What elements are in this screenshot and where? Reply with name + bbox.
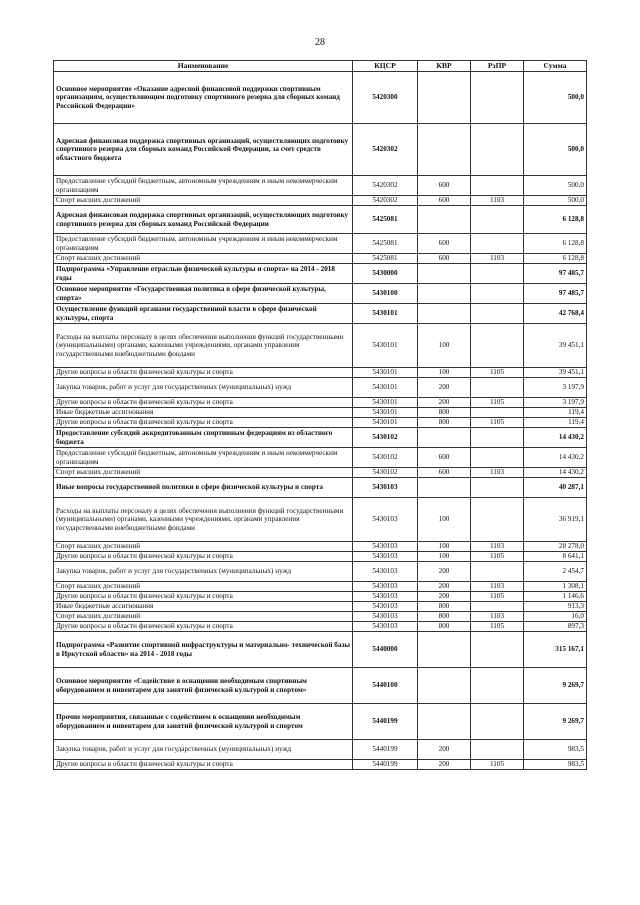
cell-kvr: 100 (418, 552, 471, 562)
cell-kvr: 200 (418, 398, 471, 408)
cell-kcsr: 5425081 (353, 206, 418, 234)
cell-sum: 500,0 (524, 176, 587, 196)
cell-name: Иные бюджетные ассигнования (54, 602, 353, 612)
table-row (54, 542, 587, 552)
cell-kvr: 100 (418, 542, 471, 552)
cell-kcsr: 5430102 (353, 448, 418, 468)
cell-kcsr: 5430103 (353, 542, 418, 552)
cell-rzpr: 1103 (471, 254, 524, 264)
cell-kvr (418, 304, 471, 324)
cell-name: Прочие мероприятия, связанные с содействием в оснащении необходимым оборудованием и инвентарем для занятий физической культурой и спортом (54, 704, 353, 740)
cell-name: Предоставление субсидий бюджетным, автономным учреждениям и иным некоммерческим организациям (54, 448, 353, 468)
cell-sum: 14 430,2 (524, 448, 587, 468)
cell-sum: 3 197,9 (524, 398, 587, 408)
cell-name: Закупка товаров, работ и услуг для государственных (муниципальных) нужд (54, 562, 353, 582)
table-row (54, 284, 587, 304)
table-row (54, 582, 587, 592)
table-row (54, 324, 587, 368)
table-row (54, 264, 587, 284)
cell-rzpr (471, 304, 524, 324)
table-body (54, 72, 587, 770)
cell-sum: 1 308,1 (524, 582, 587, 592)
cell-rzpr: 1105 (471, 622, 524, 632)
cell-kvr: 600 (418, 196, 471, 206)
cell-rzpr (471, 602, 524, 612)
cell-kcsr: 5430101 (353, 378, 418, 398)
cell-rzpr (471, 284, 524, 304)
cell-rzpr (471, 478, 524, 498)
cell-kcsr: 5425081 (353, 234, 418, 254)
table-row (54, 704, 587, 740)
cell-kvr (418, 284, 471, 304)
cell-kcsr: 5430103 (353, 562, 418, 582)
cell-sum: 14 430,2 (524, 428, 587, 448)
header-kcsr: КЦСР (353, 61, 418, 72)
cell-kcsr: 5425081 (353, 254, 418, 264)
table-row (54, 498, 587, 542)
table-row (54, 124, 587, 176)
cell-kcsr: 5430101 (353, 304, 418, 324)
cell-name: Расходы на выплаты персоналу в целях обеспечения выполнения функций государственными (муниципальными) органами, казенными учреждениями, органами управления государственными внебюджетными фондами (54, 498, 353, 542)
cell-name: Другие вопросы в области физической культуры и спорта (54, 398, 353, 408)
cell-name: Иные вопросы государственной политики в сфере физической культуры и спорта (54, 478, 353, 498)
cell-rzpr: 1103 (471, 582, 524, 592)
cell-name: Спорт высших достижений (54, 468, 353, 478)
cell-name: Другие вопросы в области физической культуры и спорта (54, 418, 353, 428)
cell-rzpr: 1105 (471, 552, 524, 562)
cell-sum: 6 128,8 (524, 234, 587, 254)
cell-sum: 983,5 (524, 760, 587, 770)
cell-kcsr: 5430103 (353, 478, 418, 498)
cell-rzpr: 1103 (471, 612, 524, 622)
cell-kvr: 600 (418, 176, 471, 196)
cell-sum: 40 287,1 (524, 478, 587, 498)
cell-rzpr (471, 264, 524, 284)
cell-rzpr (471, 562, 524, 582)
cell-sum: 14 430,2 (524, 468, 587, 478)
cell-rzpr (471, 704, 524, 740)
cell-kcsr: 5440199 (353, 704, 418, 740)
cell-sum: 9 269,7 (524, 668, 587, 704)
cell-sum: 97 485,7 (524, 284, 587, 304)
cell-kvr (418, 478, 471, 498)
cell-name: Спорт высших достижений (54, 582, 353, 592)
table-row (54, 206, 587, 234)
cell-kvr: 200 (418, 592, 471, 602)
table-row (54, 234, 587, 254)
table-row (54, 72, 587, 124)
header-sum: Сумма (524, 61, 587, 72)
cell-kvr: 800 (418, 602, 471, 612)
cell-sum: 315 167,1 (524, 632, 587, 668)
cell-sum: 6 128,8 (524, 206, 587, 234)
cell-kcsr: 5430103 (353, 552, 418, 562)
cell-name: Спорт высших достижений (54, 254, 353, 264)
table-row (54, 368, 587, 378)
cell-kvr: 100 (418, 324, 471, 368)
table-row (54, 478, 587, 498)
cell-kcsr: 5430101 (353, 324, 418, 368)
cell-sum: 1 146,6 (524, 592, 587, 602)
cell-rzpr (471, 428, 524, 448)
cell-kcsr: 5430000 (353, 264, 418, 284)
cell-rzpr (471, 176, 524, 196)
cell-rzpr (471, 632, 524, 668)
table-row (54, 398, 587, 408)
cell-name: Закупка товаров, работ и услуг для государственных (муниципальных) нужд (54, 378, 353, 398)
cell-kcsr: 5440100 (353, 668, 418, 704)
cell-sum: 16,0 (524, 612, 587, 622)
cell-name: Подпрограмма «Развитие спортивной инфраструктуры и материально- технической базы в Иркутской области» на 2014 - 2018 годы (54, 632, 353, 668)
table-row (54, 196, 587, 206)
cell-name: Расходы на выплаты персоналу в целях обеспечения выполнения функций государственными (муниципальными) органами, казенными учреждениями, органами управления государственными внебюджетными фондами (54, 324, 353, 368)
cell-sum: 36 919,1 (524, 498, 587, 542)
cell-name: Другие вопросы в области физической культуры и спорта (54, 622, 353, 632)
cell-name: Закупка товаров, работ и услуг для государственных (муниципальных) нужд (54, 740, 353, 760)
table-row (54, 612, 587, 622)
cell-kcsr: 5430102 (353, 428, 418, 448)
cell-kcsr: 5430100 (353, 284, 418, 304)
page-number: 28 (315, 37, 325, 48)
table-row (54, 552, 587, 562)
cell-kvr (418, 206, 471, 234)
cell-rzpr (471, 740, 524, 760)
cell-kvr: 100 (418, 368, 471, 378)
table-row (54, 418, 587, 428)
cell-kcsr: 5430101 (353, 418, 418, 428)
cell-sum: 119,4 (524, 418, 587, 428)
cell-sum: 9 269,7 (524, 704, 587, 740)
cell-sum: 8 641,1 (524, 552, 587, 562)
cell-name: Основное мероприятие «Государственная политика в сфере физической культуры, спорта» (54, 284, 353, 304)
cell-name: Адресная финансовая поддержка спортивных организаций, осуществляющих подготовку спортивного резерва для сборных команд Российской Федерации, за счет средств областного бюджета (54, 124, 353, 176)
cell-kcsr: 5430103 (353, 592, 418, 602)
cell-name: Осуществление функций органами государственной власти в сфере физической культуры, спорта (54, 304, 353, 324)
cell-kcsr: 5420302 (353, 196, 418, 206)
cell-kcsr: 5440000 (353, 632, 418, 668)
cell-name: Другие вопросы в области физической культуры и спорта (54, 552, 353, 562)
cell-kcsr: 5430101 (353, 408, 418, 418)
cell-kcsr: 5430103 (353, 582, 418, 592)
cell-sum: 500,0 (524, 196, 587, 206)
cell-sum: 500,0 (524, 124, 587, 176)
cell-rzpr: 1105 (471, 398, 524, 408)
cell-rzpr (471, 124, 524, 176)
cell-kvr (418, 124, 471, 176)
cell-kcsr: 5430103 (353, 602, 418, 612)
cell-kcsr: 5430103 (353, 622, 418, 632)
cell-sum: 42 768,4 (524, 304, 587, 324)
cell-kvr (418, 428, 471, 448)
table-row (54, 632, 587, 668)
table-row (54, 760, 587, 770)
cell-rzpr: 1103 (471, 196, 524, 206)
cell-rzpr: 1105 (471, 760, 524, 770)
cell-kcsr: 5420302 (353, 124, 418, 176)
cell-name: Предоставление субсидий аккредитованным спортивным федерациям из областного бюджета (54, 428, 353, 448)
table-row (54, 428, 587, 448)
cell-sum: 913,3 (524, 602, 587, 612)
cell-rzpr (471, 498, 524, 542)
cell-kvr (418, 72, 471, 124)
cell-kvr: 200 (418, 562, 471, 582)
cell-name: Основное мероприятие «Оказание адресной финансовой поддержки спортивным организациям, осуществляющим подготовку спортивного резерва для сборных команд Российской Федерации» (54, 72, 353, 124)
cell-kcsr: 5420302 (353, 176, 418, 196)
cell-kvr (418, 264, 471, 284)
header-rzpr: РзПР (471, 61, 524, 72)
cell-name: Предоставление субсидий бюджетным, автономным учреждениям и иным некоммерческим организациям (54, 234, 353, 254)
cell-name: Подпрограмма «Управление отраслью физической культуры и спорта» на 2014 - 2018 годы (54, 264, 353, 284)
cell-kvr: 200 (418, 760, 471, 770)
cell-kvr: 800 (418, 408, 471, 418)
budget-table (53, 60, 587, 770)
cell-kcsr: 5430101 (353, 368, 418, 378)
cell-name: Другие вопросы в области физической культуры и спорта (54, 368, 353, 378)
cell-kvr: 600 (418, 254, 471, 264)
cell-kcsr: 5430103 (353, 498, 418, 542)
table-row (54, 562, 587, 582)
cell-kvr: 600 (418, 448, 471, 468)
cell-sum: 6 128,8 (524, 254, 587, 264)
table-row (54, 408, 587, 418)
table-row (54, 740, 587, 760)
table-row (54, 304, 587, 324)
cell-rzpr (471, 408, 524, 418)
table-row (54, 592, 587, 602)
cell-kvr: 800 (418, 622, 471, 632)
cell-kvr (418, 632, 471, 668)
header-name: Наименование (54, 61, 353, 72)
cell-rzpr (471, 72, 524, 124)
cell-rzpr (471, 206, 524, 234)
cell-sum: 28 278,0 (524, 542, 587, 552)
cell-rzpr (471, 324, 524, 368)
table-row (54, 448, 587, 468)
cell-name: Другие вопросы в области физической культуры и спорта (54, 760, 353, 770)
cell-kcsr: 5440199 (353, 740, 418, 760)
table-row (54, 176, 587, 196)
cell-kvr: 200 (418, 378, 471, 398)
cell-rzpr (471, 378, 524, 398)
cell-rzpr (471, 234, 524, 254)
cell-name: Основное мероприятие «Содействие в оснащении необходимым спортивным оборудованием и инвентарем для занятий физической культурой и спортом» (54, 668, 353, 704)
cell-kvr: 800 (418, 612, 471, 622)
cell-sum: 97 485,7 (524, 264, 587, 284)
cell-rzpr (471, 448, 524, 468)
cell-rzpr: 1105 (471, 418, 524, 428)
cell-rzpr: 1103 (471, 542, 524, 552)
table-row (54, 622, 587, 632)
cell-kvr: 200 (418, 582, 471, 592)
cell-rzpr (471, 668, 524, 704)
cell-kvr: 100 (418, 498, 471, 542)
cell-rzpr: 1105 (471, 592, 524, 602)
table-row (54, 602, 587, 612)
cell-kvr (418, 704, 471, 740)
cell-kvr: 800 (418, 418, 471, 428)
cell-rzpr: 1105 (471, 368, 524, 378)
cell-name: Спорт высших достижений (54, 196, 353, 206)
header-kvr: КВР (418, 61, 471, 72)
cell-sum: 39 451,1 (524, 324, 587, 368)
cell-kcsr: 5430101 (353, 398, 418, 408)
cell-kvr: 600 (418, 468, 471, 478)
cell-name: Иные бюджетные ассигнования (54, 408, 353, 418)
cell-sum: 500,0 (524, 72, 587, 124)
cell-kcsr: 5440199 (353, 760, 418, 770)
cell-kvr: 200 (418, 740, 471, 760)
cell-kcsr: 5430102 (353, 468, 418, 478)
cell-sum: 897,3 (524, 622, 587, 632)
cell-name: Спорт высших достижений (54, 542, 353, 552)
cell-rzpr: 1103 (471, 468, 524, 478)
table-row (54, 254, 587, 264)
cell-sum: 983,5 (524, 740, 587, 760)
table-row (54, 668, 587, 704)
cell-kcsr: 5430103 (353, 612, 418, 622)
table-header-row (54, 61, 587, 72)
cell-kvr: 600 (418, 234, 471, 254)
cell-kcsr: 5420300 (353, 72, 418, 124)
cell-kvr (418, 668, 471, 704)
cell-name: Адресная финансовая поддержка спортивных организаций, осуществляющих подготовку спортивного резерва для сборных команд Российской Федерации (54, 206, 353, 234)
cell-sum: 119,4 (524, 408, 587, 418)
cell-sum: 3 197,9 (524, 378, 587, 398)
cell-name: Предоставление субсидий бюджетным, автономным учреждениям и иным некоммерческим организациям (54, 176, 353, 196)
table-row (54, 378, 587, 398)
cell-name: Другие вопросы в области физической культуры и спорта (54, 592, 353, 602)
cell-name: Спорт высших достижений (54, 612, 353, 622)
cell-sum: 2 454,7 (524, 562, 587, 582)
table-row (54, 468, 587, 478)
cell-sum: 39 451,1 (524, 368, 587, 378)
